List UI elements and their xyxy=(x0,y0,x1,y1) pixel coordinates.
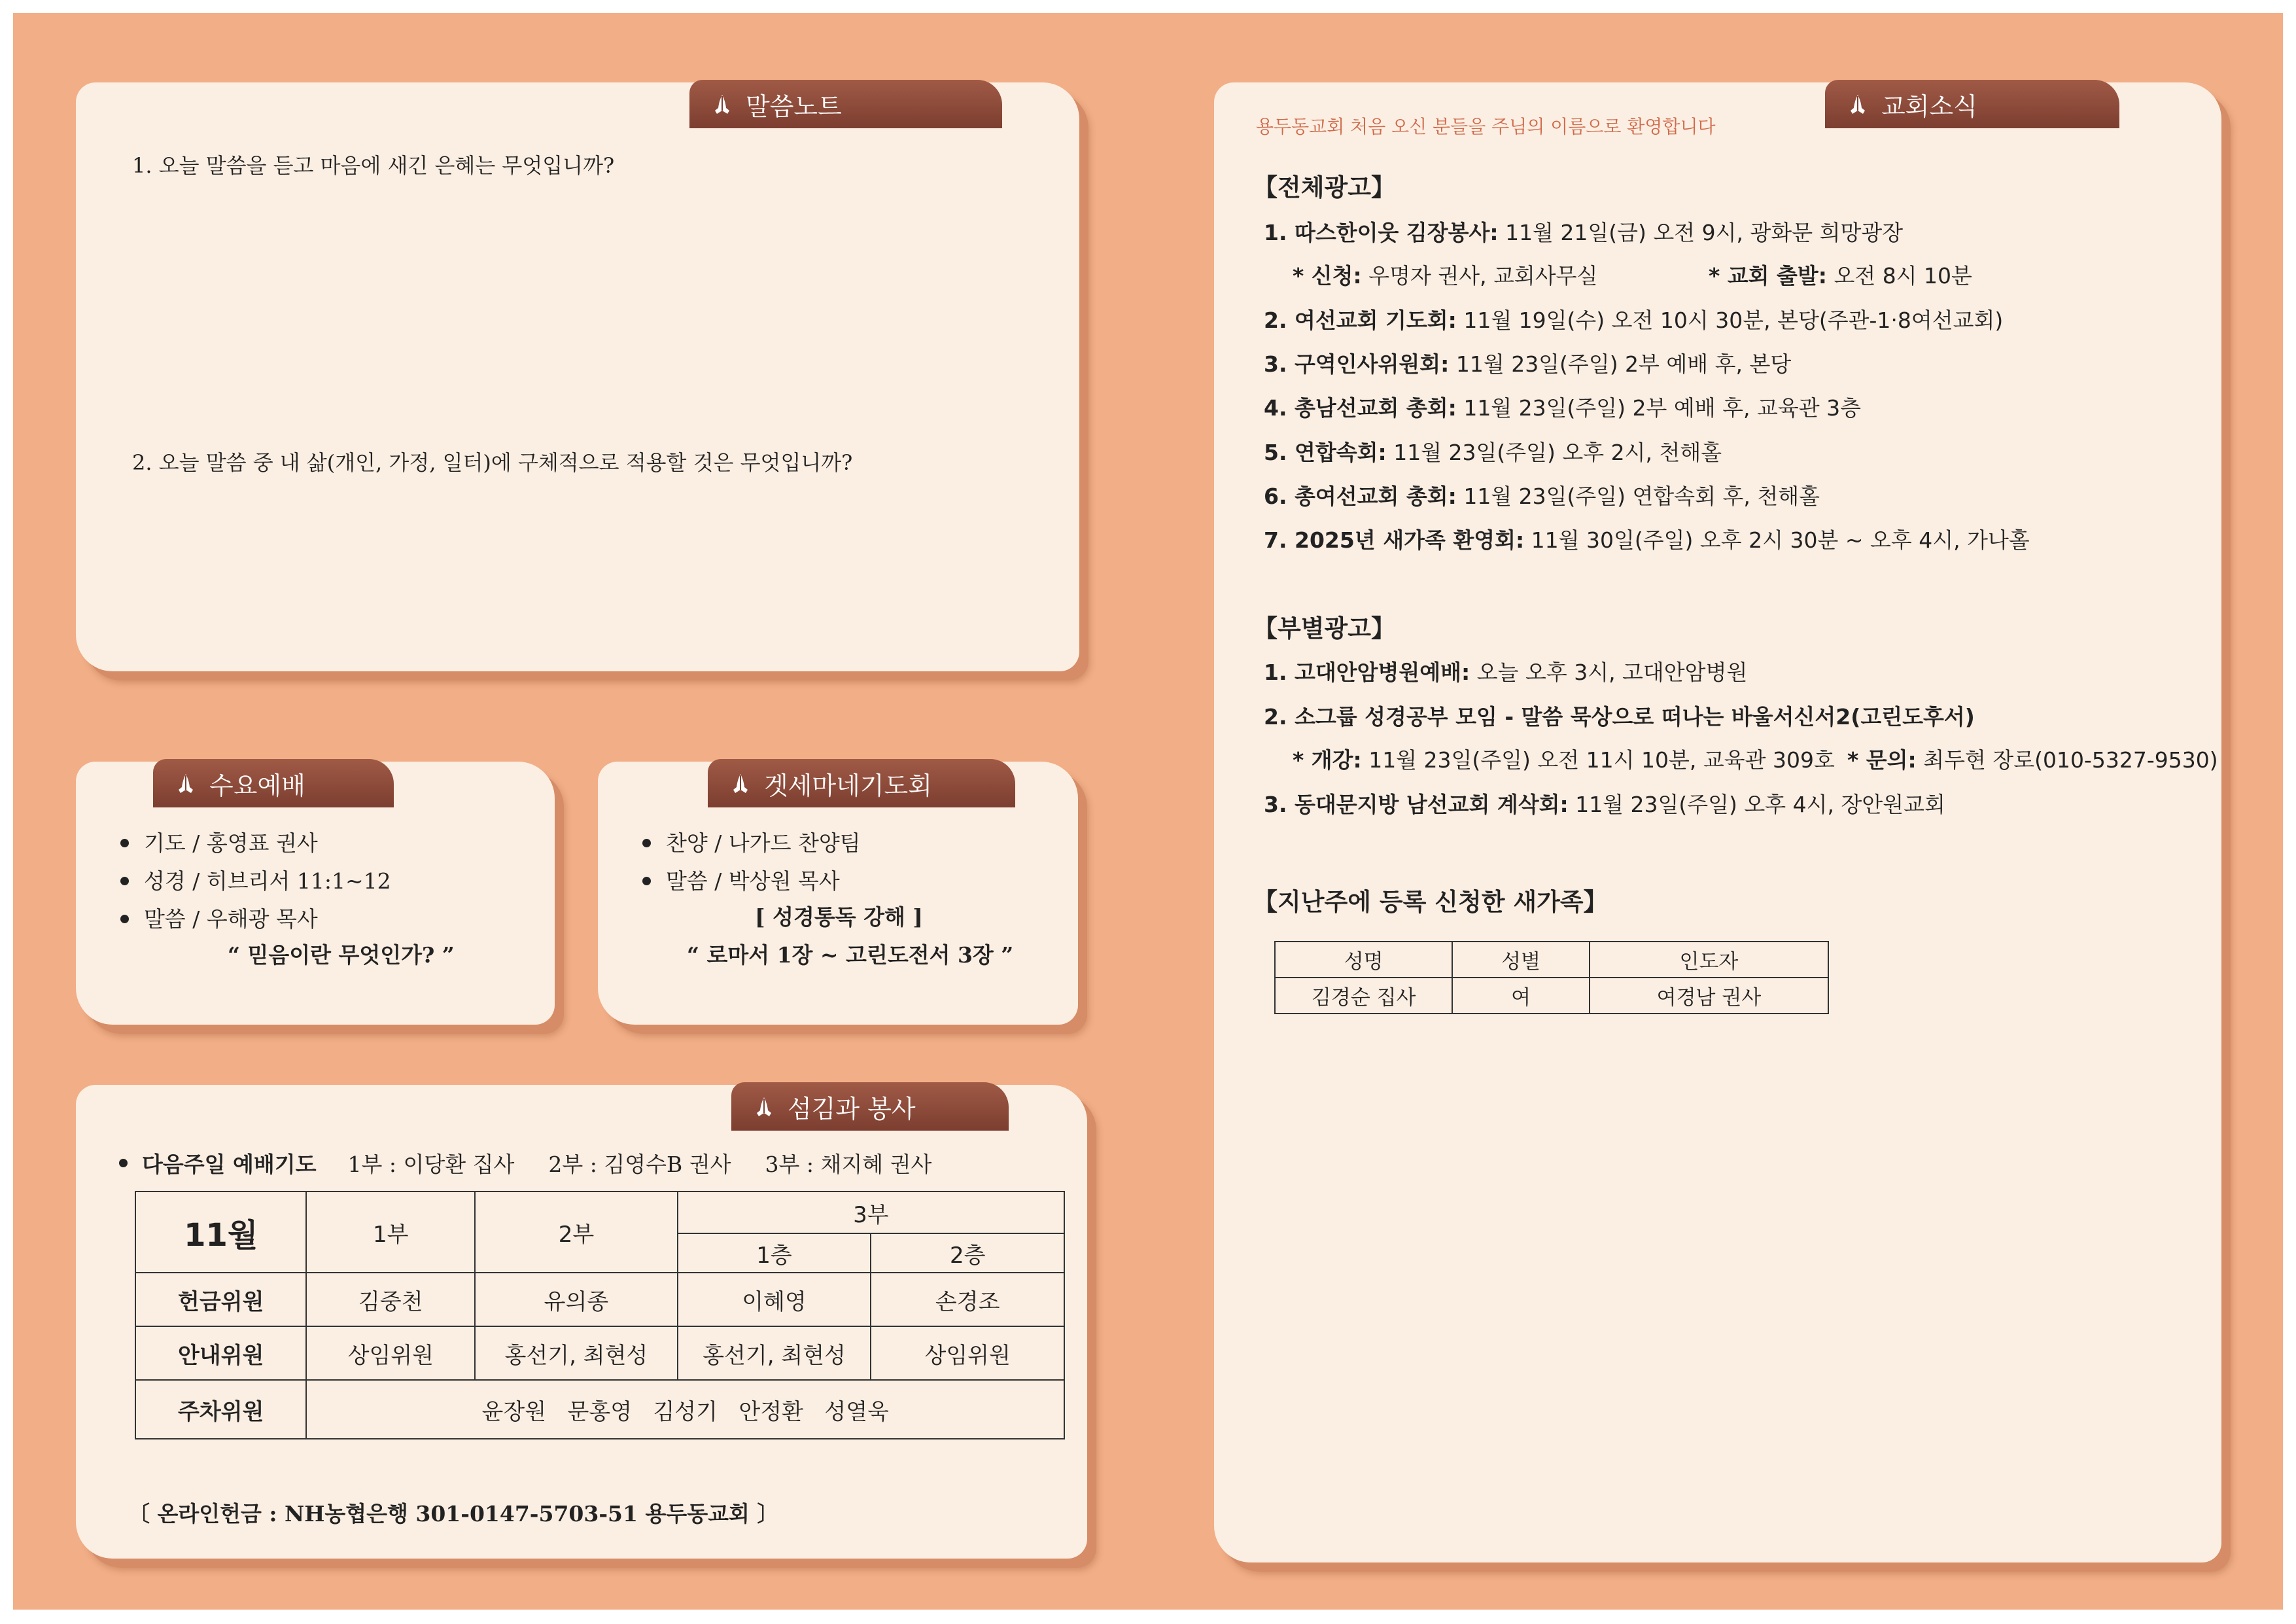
announcement-sub: * 개강: 11월 23일(주일) 오전 11시 10분, 교육관 309호 xyxy=(1293,747,1835,773)
prayer-second: 2부 : 김영수B 권사 xyxy=(548,1152,731,1177)
praying-hands-icon xyxy=(173,770,199,796)
announcement-item: 3. 동대문지방 남선교회 계삭회: 11월 23일(주일) 오후 4시, 장안원교회 xyxy=(1264,792,1945,817)
table-cell: 여경남 권사 xyxy=(1590,978,1828,1014)
announcement-item: 1. 따스한이웃 김장봉사: 11월 21일(금) 오전 9시, 광화문 희망광장 xyxy=(1264,220,1904,245)
wednesday-sermon-title: “ 믿음이란 무엇인가? ” xyxy=(228,942,455,968)
new-family-title: 【지난주에 등록 신청한 새가족】 xyxy=(1253,888,1608,916)
row-label: 안내위원 xyxy=(135,1326,306,1380)
table-row xyxy=(1275,978,1828,1014)
table-cell: 홍선기, 최현성 xyxy=(475,1326,678,1380)
parking-members: 윤장원 문홍영 김성기 안정환 성열욱 xyxy=(306,1380,1064,1439)
list-item: 말씀 / 박상원 목사 xyxy=(641,862,861,900)
next-sunday-prayer xyxy=(119,1148,931,1178)
gethsemane-sermon-title: “ 로마서 1장 ~ 고린도전서 3장 ” xyxy=(687,942,1014,968)
announcement-sub: * 교회 출발: 오전 8시 10분 xyxy=(1709,263,1972,289)
row-label: 헌금위원 xyxy=(135,1273,306,1326)
duty-table xyxy=(135,1191,1065,1439)
wednesday-service-card xyxy=(76,762,555,1025)
list-item: 성경 / 히브리서 11:1~12 xyxy=(119,862,391,900)
table-cell: 상임위원 xyxy=(306,1326,475,1380)
header-second-floor: 2층 xyxy=(871,1233,1064,1273)
prayer-third: 3부 : 채지혜 권사 xyxy=(765,1152,932,1177)
wednesday-service-list xyxy=(119,824,391,938)
table-row xyxy=(135,1326,1064,1380)
bulletin-sheet xyxy=(13,13,2283,1610)
announcement-item: 6. 총여선교회 총회: 11월 23일(주일) 연합속회 후, 천해홀 xyxy=(1264,484,1820,509)
service-duty-tab xyxy=(731,1082,1009,1131)
list-item: 기도 / 홍영표 권사 xyxy=(119,824,391,862)
announcement-item: 5. 연합속회: 11월 23일(주일) 오후 2시, 천해홀 xyxy=(1264,440,1722,465)
praying-hands-icon xyxy=(727,770,754,796)
table-cell: 홍선기, 최현성 xyxy=(678,1326,871,1380)
header-guide: 인도자 xyxy=(1590,942,1828,978)
question-2: 2. 오늘 말씀 중 내 삶(개인, 가정, 일터)에 구체적으로 적용할 것은 무엇입니까? xyxy=(132,450,853,475)
header-second-service: 2부 xyxy=(475,1192,678,1273)
department-announcements-title: 【부별광고】 xyxy=(1253,614,1395,643)
header-third-service: 3부 xyxy=(678,1192,1064,1233)
next-sunday-prayer-label: 다음주일 예배기도 xyxy=(142,1152,317,1177)
gethsemane-prayer-tab xyxy=(708,759,1015,807)
announcement-item: 4. 총남선교회 총회: 11월 23일(주일) 2부 예배 후, 교육관 3층 xyxy=(1264,395,1862,421)
wednesday-service-tab xyxy=(153,759,394,807)
welcome-message: 용두동교회 처음 오신 분들을 주님의 이름으로 환영합니다 xyxy=(1256,116,1716,137)
table-cell: 김경순 집사 xyxy=(1275,978,1452,1014)
month-cell: 11월 xyxy=(135,1192,306,1273)
announcement-sub: * 문의: 최두현 장로(010-5327-9530) xyxy=(1847,747,2218,773)
header-first-service: 1부 xyxy=(306,1192,475,1273)
church-news-tab xyxy=(1825,80,2119,128)
service-duty-card xyxy=(76,1085,1087,1559)
list-item: 말씀 / 우해광 목사 xyxy=(119,900,391,938)
new-family-table xyxy=(1274,941,1829,1014)
announcement-item: 3. 구역인사위원회: 11월 23일(주일) 2부 예배 후, 본당 xyxy=(1264,351,1792,377)
gethsemane-prayer-title: 겟세마네기도회 xyxy=(764,771,932,800)
announcement-item: 1. 고대안암병원예배: 오늘 오후 3시, 고대안암병원 xyxy=(1264,660,1748,685)
sermon-note-tab xyxy=(689,80,1002,128)
announcement-item: 2. 소그룹 성경공부 모임 - 말씀 묵상으로 떠나는 바울서신서2(고린도후서) xyxy=(1264,704,1975,730)
general-announcements-title: 【전체광고】 xyxy=(1253,173,1395,202)
prayer-first: 1부 : 이당환 집사 xyxy=(347,1152,515,1177)
table-cell: 유의종 xyxy=(475,1273,678,1326)
header-gender: 성별 xyxy=(1452,942,1590,978)
sermon-note-title: 말씀노트 xyxy=(746,92,842,121)
announcement-sub: * 신청: 우명자 권사, 교회사무실 xyxy=(1293,263,1598,289)
sermon-note-card xyxy=(76,82,1079,671)
gethsemane-sermon-subtitle: [ 성경통독 강해 ] xyxy=(755,904,923,930)
table-row xyxy=(135,1380,1064,1439)
table-cell: 김중천 xyxy=(306,1273,475,1326)
table-cell: 여 xyxy=(1452,978,1590,1014)
table-cell: 상임위원 xyxy=(871,1326,1064,1380)
table-header-row xyxy=(1275,942,1828,978)
list-item: 찬양 / 나가드 찬양팀 xyxy=(641,824,861,862)
header-name: 성명 xyxy=(1275,942,1452,978)
table-cell: 손경조 xyxy=(871,1273,1064,1326)
praying-hands-icon xyxy=(709,91,735,117)
gethsemane-prayer-list xyxy=(641,824,861,900)
praying-hands-icon xyxy=(751,1093,777,1120)
row-label: 주차위원 xyxy=(135,1380,306,1439)
praying-hands-icon xyxy=(1845,91,1871,117)
church-news-title: 교회소식 xyxy=(1881,92,1977,121)
announcement-item: 7. 2025년 새가족 환영회: 11월 30일(주일) 오후 2시 30분 ~ 오후 4시, 가나홀 xyxy=(1264,527,2030,553)
table-row xyxy=(135,1273,1064,1326)
online-offering: 〔 온라인헌금 : NH농협은행 301-0147-5703-51 용두동교회 〕 xyxy=(128,1501,779,1527)
table-cell: 이혜영 xyxy=(678,1273,871,1326)
church-news-card xyxy=(1214,82,2221,1562)
wednesday-service-title: 수요예배 xyxy=(209,771,305,800)
question-1: 1. 오늘 말씀을 듣고 마음에 새긴 은혜는 무엇입니까? xyxy=(132,153,615,178)
announcement-item: 2. 여선교회 기도회: 11월 19일(수) 오전 10시 30분, 본당(주관-1‧8여선교회) xyxy=(1264,308,2004,333)
gethsemane-prayer-card xyxy=(598,762,1078,1025)
service-duty-title: 섬김과 봉사 xyxy=(788,1094,916,1123)
header-first-floor: 1층 xyxy=(678,1233,871,1273)
